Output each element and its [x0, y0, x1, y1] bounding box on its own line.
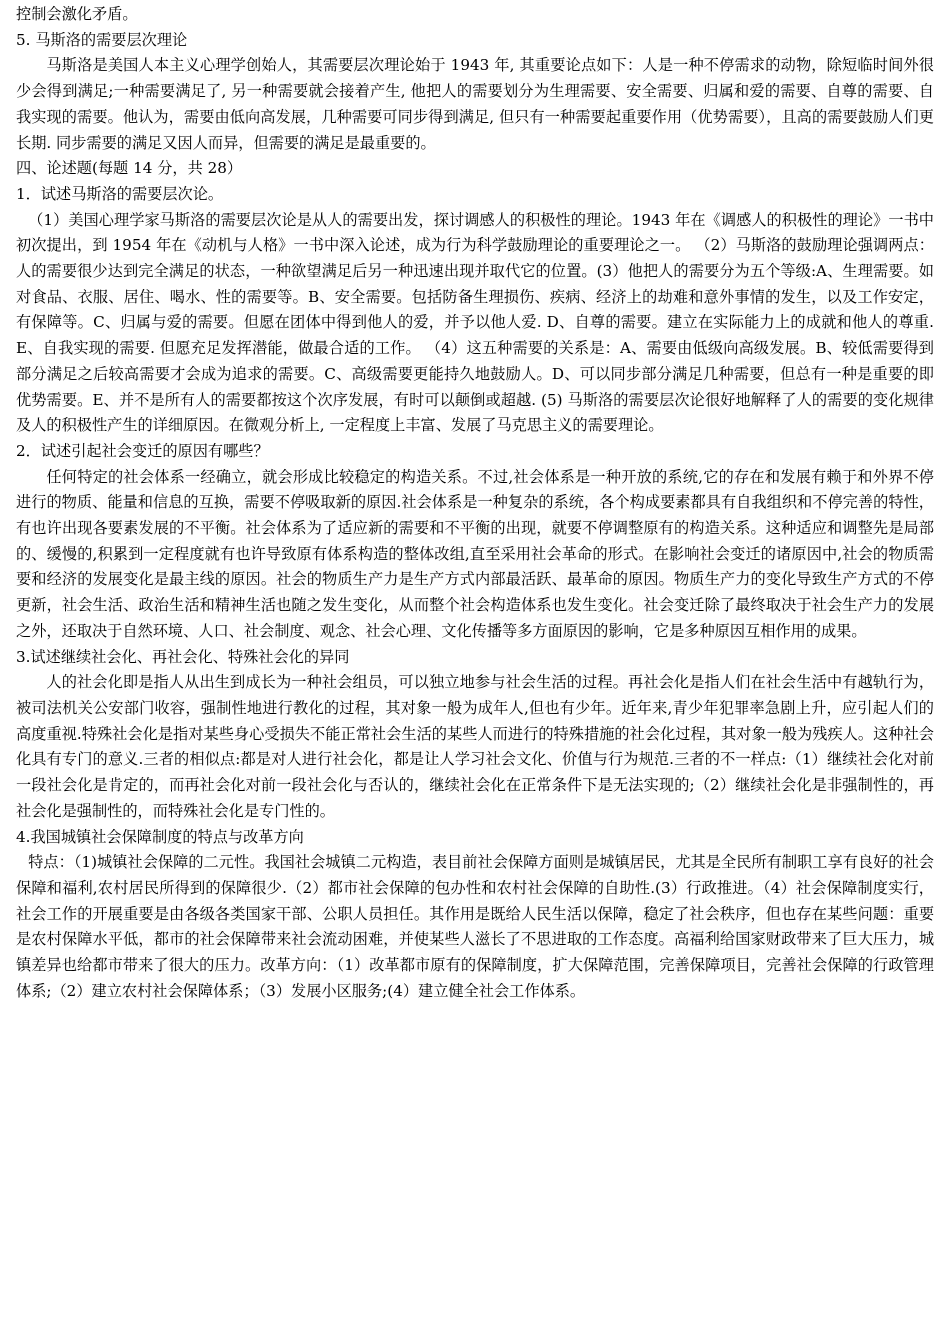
answer-paragraph-1: （1）美国心理学家马斯洛的需要层次论是从人的需要出发，探讨调感人的积极性的理论。1943 年在《调感人的积极性的理论》一书中初次提出，到 1954 年在《动机与人格》一书中深入论述，成为行为科学鼓励理论的重要理论之一。 （2）马斯洛的鼓励理论强调两点：人的需要很少达到完全满足的状态，一种欲望满足后另一种迅速出现并取代它的位置。(3）他把人的需要分为五个等级:A、生理需要。如对食品、衣服、居住、喝水、性的需要等。B、安全需要。包括防备生理损伤、疾病、经济上的劫难和意外事情的发生，以及工作安定，有保障等。C、归属与爱的需要。但愿在团体中得到他人的爱，并予以他人爱. D、自尊的需要。建立在实际能力上的成就和他人的尊重. E、自我实现的需要. 但愿充足发挥潜能，做最合适的工作。 （4）这五种需要的关系是：A、需要由低级向高级发展。B、较低需要得到部分满足之后较高需要才会成为追求的需要。C、高级需要更能持久地鼓励人。D、可以同步部分满足几种需要，但总有一种是重要的即优势需要。E、并不是所有人的需要都按这个次序发展，有时可以颠倒或超越. (5) 马斯洛的需要层次论很好地解释了人的需要的变化规律及人的积极性产生的详细原因。在微观分析上, 一定程度上丰富、发展了马克思主义的需要理论。 [16, 210, 934, 435]
question-heading-4: 4.我国城镇社会保障制度的特点与改革方向 [16, 827, 304, 846]
question-heading-3: 3.试述继续社会化、再社会化、特殊社会化的异同 [16, 647, 350, 666]
answer-paragraph-3: 人的社会化即是指人从出生到成长为一种社会组员，可以独立地参与社会生活的过程。再社会化是指人们在社会生活中有越轨行为，被司法机关公安部门收容，强制性地进行教化的过程，其对象一般为成年人,但也有少年。近年来,青少年犯罪率急剧上升，应引起人们的高度重视.特殊社会化是指对某些身心受损失不能正常社会生活的某些人而进行的特殊措施的社会化过程，其对象一般为残疾人。这种社会化具有专门的意义.三者的相似点:都是对人进行社会化，都是让人学习社会文化、价值与行为规范.三者的不一样点:（1）继续社会化对前一段社会化是肯定的，而再社会化对前一段社会化与否认的，继续社会化在正常条件下是无法实现的;（2）继续社会化是非强制性的，再社会化是强制性的，而特殊社会化是专门性的。 [16, 673, 934, 820]
answer-paragraph-4: 特点：（1)城镇社会保障的二元性。我国社会城镇二元构造，表目前社会保障方面则是城镇居民，尤其是全民所有制职工享有良好的社会保障和福利,农村居民所得到的保障很少.（2）都市社会保障的包办性和农村社会保障的自助性.(3）行政推进。（4）社会保障制度实行，社会工作的开展重要是由各级各类国家干部、公职人员担任。其作用是既给人民生活以保障，稳定了社会秩序，但也存在某些问题：重要是农村保障水平低，都市的社会保障带来社会流动困难，并使某些人滋长了不思进取的工作态度。高福利给国家财政带来了巨大压力，城镇差异也给都市带来了很大的压力。改革方向：（1）改革都市原有的保障制度，扩大保障范围，完善保障项目，完善社会保障的行政管理体系;（2）建立农村社会保障体系；（3）发展小区服务;(4）建立健全社会工作体系。 [16, 853, 934, 1000]
paragraph-continuation: 控制会激化矛盾。 [16, 5, 138, 23]
paragraph-maslow-summary: 马斯洛是美国人本主义心理学创始人，其需要层次理论始于 1943 年, 其重要论点如下：人是一种不停需求的动物，除短临时间外很少会得到满足;一种需要满足了, 另一种需要就会接着产生, 他把人的需要划分为生理需要、安全需要、归属和爱的需要、自尊的需要、自我实现的需要。他认为，需要由低向高发展，几种需要可同步得到满足, 但只有一种需要起重要作用（优势需要），且高的需要鼓励人们更长期. 同步需要的满足又因人而异，但需要的满足是最重要的。 [16, 56, 934, 152]
question-heading-1: 1．试述马斯洛的需要层次论。 [16, 184, 224, 203]
section-heading-essay-questions: 四、论述题(每题 14 分，共 28） [16, 159, 243, 178]
question-heading-2: 2．试述引起社会变迁的原因有哪些？ [16, 441, 269, 460]
section-heading-maslow-theory: 5. 马斯洛的需要层次理论 [16, 30, 188, 49]
answer-paragraph-2: 任何特定的社会体系一经确立，就会形成比较稳定的构造关系。不过,社会体系是一种开放的系统,它的存在和发展有赖于和外界不停进行的物质、能量和信息的互换，需要不停吸取新的原因.社会体系是一种复杂的系统，各个构成要素都具有自我组织和不停完善的特性，有也许出现各要素发展的不平衡。社会体系为了适应新的需要和不平衡的出现，就要不停调整原有的构造关系。这种适应和调整先是局部的、缓慢的,积累到一定程度就有也许导致原有体系构造的整体改组,直至采用社会革命的形式。在影响社会变迁的诸原因中,社会的物质需要和经济的发展变化是最主线的原因。社会的物质生产力是生产方式内部最活跃、最革命的原因。物质生产力的变化导致生产方式的不停更新，社会生活、政治生活和精神生活也随之发生变化，从而整个社会构造体系也发生变化。社会变迁除了最终取决于社会生产力的发展之外，还取决于自然环境、人口、社会制度、观念、社会心理、文化传播等多方面原因的影响，它是多种原因互相作用的成果。 [16, 467, 934, 640]
